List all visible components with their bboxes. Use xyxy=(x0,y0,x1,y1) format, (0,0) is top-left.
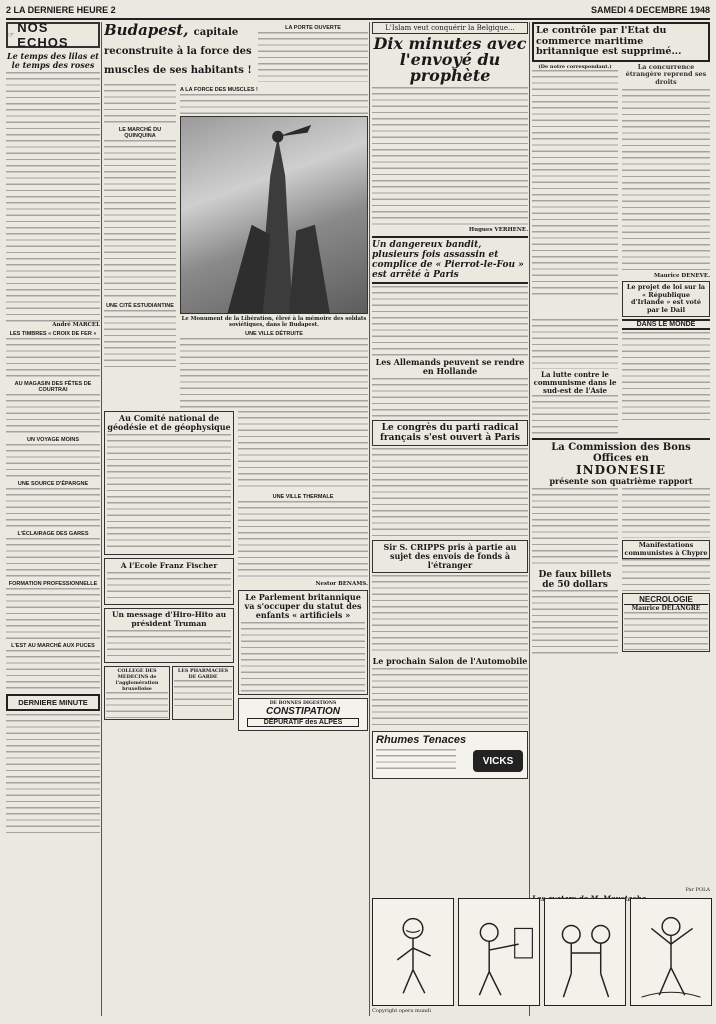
column-rule xyxy=(529,22,530,1016)
comic-panel xyxy=(372,898,454,1006)
necro-title: NECROLOGIE xyxy=(624,595,708,605)
parlement-title: Le Parlement britannique va s'occuper du statut des enfants « artificiels » xyxy=(244,592,362,621)
vicks-ad xyxy=(372,731,528,779)
article-body xyxy=(104,140,176,300)
article-body xyxy=(104,310,176,370)
cripps-box xyxy=(372,540,528,573)
budapest-signature: Nestor BENAMS. xyxy=(315,581,368,588)
irlande-box xyxy=(622,281,710,317)
indonesie-title-a: La Commission des Bons Offices en xyxy=(551,442,691,464)
maritime-byline: (De notre correspondant.) xyxy=(538,63,612,70)
column-islam xyxy=(372,22,528,1016)
header-left: 2 LA DERNIERE HEURE 2 xyxy=(6,5,116,15)
comite-body xyxy=(107,434,231,552)
comic-figure-icon xyxy=(459,899,539,1005)
subhead: UNE CITÉ ESTUDIANTINE xyxy=(106,303,174,309)
indonesie-body-2 xyxy=(622,488,710,538)
section-heading: FORMATION PROFESSIONNELLE xyxy=(8,581,98,587)
college-title: COLLEGE DES MEDECINS de l'agglomération bruxelloise xyxy=(115,668,159,693)
allemands-body xyxy=(372,378,528,418)
maritime-title: Le contrôle par l'Etat du commerce maritime britannique est supprimé... xyxy=(536,25,682,57)
subhead: UNE VILLE THERMALE xyxy=(272,494,334,501)
pharmacies-box xyxy=(172,666,234,720)
section-heading: AU MAGASIN DES FÊTES DE COURTRAI xyxy=(14,381,92,393)
column-rule xyxy=(101,22,102,1016)
cripps-title: Sir S. CRIPPS pris à partie au sujet des envois de fonds à l'étranger xyxy=(383,542,517,570)
article-body xyxy=(258,32,368,82)
pharmacies-title: LES PHARMACIES DE GARDE xyxy=(177,668,229,681)
column-rule xyxy=(369,22,370,1016)
section-heading: UN VOYAGE MOINS xyxy=(26,437,80,443)
article-body xyxy=(104,84,176,124)
maritime-headline-box xyxy=(532,22,710,62)
comite-box xyxy=(104,411,234,555)
echo-author: André MARCEL xyxy=(52,322,100,328)
comic-figure-icon xyxy=(373,899,453,1005)
parlement-body xyxy=(241,622,365,692)
vicks-ad-title: Rhumes Tenaces xyxy=(376,734,467,746)
parlement-box xyxy=(238,590,368,695)
last-minute-body xyxy=(6,714,100,834)
necro-box xyxy=(622,593,710,652)
headline-place: Budapest, xyxy=(104,22,189,39)
pharmacies-body xyxy=(174,680,232,706)
section-heading: L'ÉCLAIRAGE DES GARES xyxy=(17,531,89,537)
asie-body xyxy=(532,395,618,435)
islam-kicker: L'Islam veut conquérir la Belgique... xyxy=(372,22,528,34)
ecole-body xyxy=(107,572,231,602)
comic-panel xyxy=(458,898,540,1006)
article-body xyxy=(180,338,368,408)
islam-headline: Dix minutes avec l'envoyé du prophète xyxy=(373,34,527,85)
monument-photo xyxy=(180,116,368,314)
asie-title: La lutte contre le communisme dans le sud-est de l'Asie xyxy=(533,370,617,395)
comic-panel xyxy=(544,898,626,1006)
vicks-logo: VICKS xyxy=(473,750,523,772)
column-maritime xyxy=(532,22,710,1016)
ad-top: DE BONNES DIGESTIONS xyxy=(269,701,337,707)
comic-copyright: Copyright opera mundi xyxy=(372,1008,431,1014)
college-box xyxy=(104,666,170,720)
section-body xyxy=(6,650,100,690)
header-date: SAMEDI 4 DECEMBRE 1948 xyxy=(590,5,710,15)
ad-sub: DÉPURATIF des ALPES xyxy=(247,718,359,727)
irlande-title: Le projet de loi sur la « République d'Irlande » est voté par le Dail xyxy=(626,283,706,314)
section-heading: L'EST AU MARCHÉ AUX PUCES xyxy=(11,643,95,649)
comic-figure-icon xyxy=(545,899,625,1005)
necro-name: Maurice DELANGRE xyxy=(631,605,701,612)
last-minute-heading: DERNIERE MINUTE xyxy=(6,694,100,711)
budapest-headline xyxy=(104,22,368,82)
indonesie-headline xyxy=(532,438,710,486)
ecole-box xyxy=(104,558,234,605)
islam-signature: Hugues VERHENE. xyxy=(468,227,528,233)
cripps-body xyxy=(372,575,528,655)
billets-title: De faux billets de 50 dollars xyxy=(538,570,612,590)
vicks-ad-body xyxy=(376,749,456,773)
column-budapest xyxy=(104,22,368,1016)
monde-title: DANS LE MONDE xyxy=(622,319,710,330)
echos-masthead xyxy=(6,22,100,48)
hirohito-box xyxy=(104,608,234,663)
section-body xyxy=(6,394,100,434)
photo-caption: Le Monument de la Libération, élevé à la mémoire des soldats soviétiques, dans le Budapest. xyxy=(181,316,367,329)
section-body xyxy=(6,488,100,528)
ecole-title: A l'Ecole Franz Fischer xyxy=(120,561,218,571)
college-body xyxy=(106,692,168,718)
subhead: LA PORTE OUVERTE xyxy=(285,25,341,31)
subhead: LE MARCHÉ DU QUINQUINA xyxy=(118,127,162,139)
page-header xyxy=(6,4,710,20)
article-body xyxy=(238,501,368,581)
headline-rest: capitale reconstruite à la force des muscles de ses habitants ! xyxy=(104,27,252,76)
hirohito-body xyxy=(107,630,231,660)
article-body xyxy=(238,411,368,491)
monument-statue-icon xyxy=(181,117,367,313)
comic-author: Par POLA xyxy=(685,887,710,893)
billets-body xyxy=(532,590,618,654)
maritime-signature: Maurice DENEVE. xyxy=(654,273,710,279)
ad-main: CONSTIPATION xyxy=(265,706,341,718)
radical-box xyxy=(372,420,528,446)
comic-panel xyxy=(630,898,712,1006)
section-body xyxy=(6,538,100,578)
section-heading: UNE SOURCE D'ÉPARGNE xyxy=(17,481,89,487)
comic-header xyxy=(532,886,710,896)
echos-title: NOS ECHOS xyxy=(17,22,69,50)
section-body xyxy=(6,444,100,478)
subhead: A LA FORCE DES MUSCLES ! xyxy=(180,87,258,93)
depuratif-ad xyxy=(238,698,368,731)
hirohito-title: Un message d'Hiro-Hito au président Truman xyxy=(111,610,227,628)
comite-title: Au Comité national de géodésie et de géophysique xyxy=(107,413,231,433)
bandit-body xyxy=(372,286,528,356)
monde-body xyxy=(622,332,710,420)
salon-body xyxy=(372,668,528,728)
indonesie-title-b: INDONESIE xyxy=(576,463,666,477)
maritime-side-note: La concurrence étrangère reprend ses droits xyxy=(625,62,707,86)
chypre-body xyxy=(622,559,710,591)
section-body xyxy=(6,338,100,378)
necro-body xyxy=(624,612,708,650)
article-body xyxy=(180,94,368,116)
maritime-body-2 xyxy=(622,89,710,273)
allemands-title: Les Allemands peuvent se rendre en Hollande xyxy=(375,357,525,376)
salon-title: Le prochain Salon de l'Automobile xyxy=(372,656,528,666)
comic-strip xyxy=(372,898,710,1006)
echo-body xyxy=(6,72,100,322)
section-body xyxy=(6,588,100,640)
column-echos xyxy=(6,22,100,1016)
radical-title: Le congrès du parti radical français s'est ouvert à Paris xyxy=(380,423,520,443)
radical-body xyxy=(372,448,528,538)
hand-icon: ☞ xyxy=(8,31,15,39)
comic-figure-icon xyxy=(631,899,711,1005)
subhead: UNE VILLE DÉTRUITE xyxy=(245,331,303,338)
section-heading: LES TIMBRES « CROIX DE FER » xyxy=(9,331,97,337)
irlande-body xyxy=(532,319,618,369)
maritime-body xyxy=(532,70,618,296)
echo-headline: Le temps des lilas et le temps des roses xyxy=(7,51,99,70)
islam-body xyxy=(372,87,528,227)
bandit-title: Un dangereux bandit, plusieurs fois assassin et complice de « Pierrot-le-Fou » est arrêté à Paris xyxy=(372,240,524,280)
bandit-headline-box xyxy=(372,236,528,284)
indonesie-title-c: présente son quatrième rapport xyxy=(549,476,693,486)
chypre-title: Manifestations communistes à Chypre xyxy=(622,540,710,559)
indonesie-body xyxy=(532,488,618,568)
